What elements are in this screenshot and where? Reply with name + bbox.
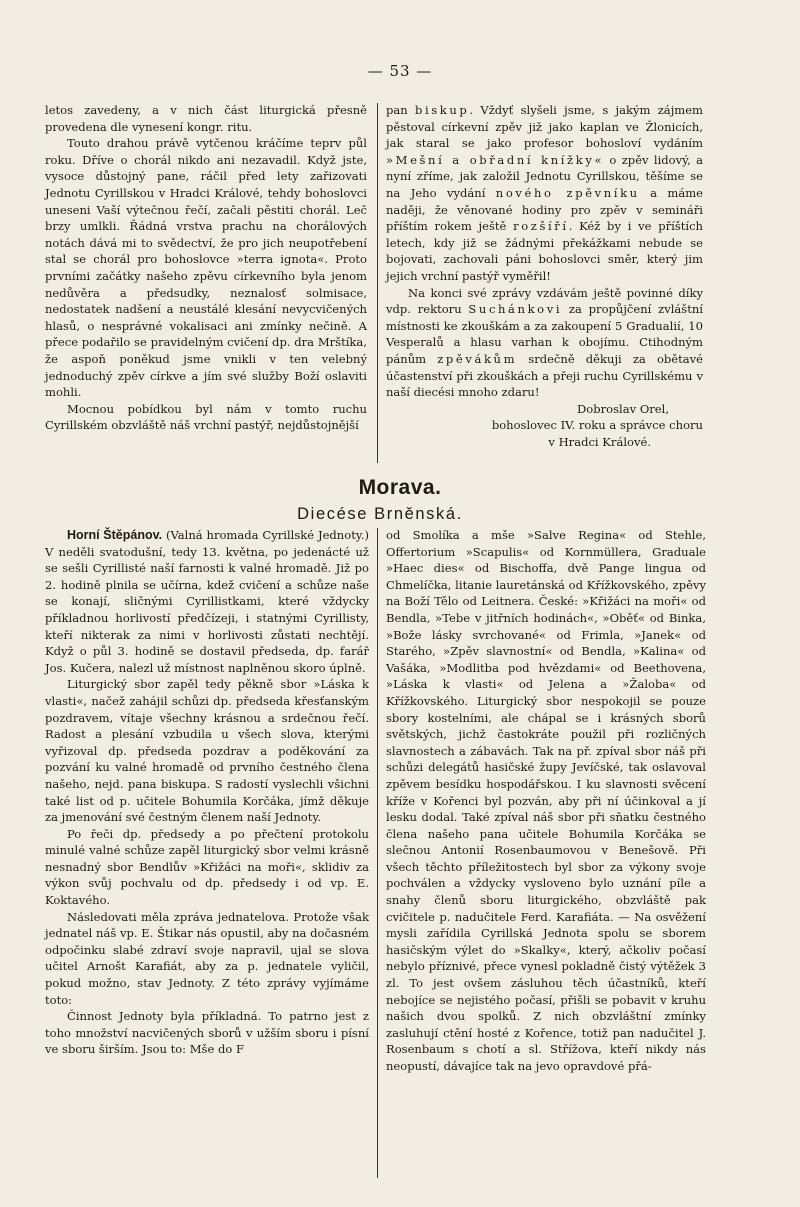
column-divider-top xyxy=(377,103,378,463)
section-subheading: Diecése Brněnská. xyxy=(297,505,463,523)
report-lead-place: Horní Štěpánov. xyxy=(67,528,163,542)
text-run: . Vždyť slyšeli jsme, s jakým zájmem pěstoval církevní zpěv již jako kaplan ve Žlonicích, jak staral se jako profesor bohosloví vydáním xyxy=(386,103,703,151)
column-left-top xyxy=(45,102,367,434)
signature-name: Dobroslav Orel, xyxy=(577,401,669,416)
text-run: Na konci své zprávy vzdávám ještě povinné díky vdp. rektoru xyxy=(386,285,703,317)
paragraph: Po řeči dp. předsedy a po přečtení protokolu minulé valné schůze zapěl liturgický sbor velmi krásně nesnadný sbor Bendlův »Křižáci na moři«, sklidiv za výkon svůj pochvalu od dp. předsedy i od vp. E. Koktavého. xyxy=(45,826,369,908)
paragraph: Touto drahou právě vytčenou kráčíme teprv půl roku. Dříve o chorál nikdo ani nezavadil. Když jste, vysoce důstojný pane, ráčil před lety zařizovati Jednotu Cyrillskou v Hradci Králové, tehdy bohoslovci uneseni Vaší výtečnou řečí, začali pěstiti chorál. Leč brzy umlkli. Řádná vrstva prachu na chorálových notách dává mi to svědectví, že pro jich neupotřebení stal se chorál pro bohoslovce »terra ignota«. Proto prvními začátky našeho zpěvu církevního byla jenom nedůvěra a předsudky, neznalosť solmisace, nedostatek nadšení a neustálé klesání nevycvičených hlasů, o nesprávné vokalisaci ani zmínky nečině. A přece podařilo se pravidelným cvičení dp. dra Mrštíka, že aspoň poněkud jsme vnikli v ten velebný jednoduchý zpěv církve a jím své služby Boží oslaviti mohli. xyxy=(45,136,367,400)
page-number: — 53 — xyxy=(367,62,433,80)
text-run: srdečně děkuji za obětavé účastenství při zkouškách a přeji ruchu Cyrillskému v naší diecési mnoho zdaru! xyxy=(386,351,703,400)
paragraph: Mocnou pobídkou byl nám v tomto ruchu Cyrillském obzvláště náš vrchní pastýř, nejdůstojnější xyxy=(45,401,367,433)
column-left-bottom xyxy=(45,527,369,1058)
spaced-emphasis: »Mešní a obřadní knížky« xyxy=(386,152,605,167)
paragraph: Činnost Jednoty byla příkladná. To patrno jest z toho množství nacvičených sborů v užším sboru i písní ve sboru širším. Jsou to: Mše do F xyxy=(45,1009,369,1057)
paragraph xyxy=(386,102,703,285)
spaced-emphasis: rozšíří xyxy=(513,219,569,234)
section-heading: Morava. xyxy=(358,476,442,499)
paragraph: od Smolíka a mše »Salve Regina« od Stehle, Offertorium »Scapulis« od Kornmüllera, Graduale »Haec dies« od Bischoffa, dvě Pange lingua od Chmelíčka, litanie lauretánská od Křížkovského, zpěvy na Boží Tělo od Leitnera. České: »Křižáci na moři« od Bendla, »Tebe v jitřních hodinách«, »Oběť« od Binka, »Bože lásky svrchované« od Frimla, »Janek« od Starého, »Zpěv slavnostní« od Bendla, »Kalina« od Vašáka, »Modlitba pod hvězdami« od Beethovena, »Láska k vlasti« od Jelena a »Žaloba« od Křížkovského. Liturgický sbor nespokojil se pouze sbory kostelními, ale chápal se i krásných sborů světských, jichž častokráte použil při rozličných slavnostech a zábavách. Tak na př. zpíval sbor náš při schůzi delegátů hasičské župy Jevíčské, tak oslavoval zpěvem besídku hospodářskou. I ku slavnosti svěcení kříže v Kořenci byl pozván, aby při ní účinkoval a jí lesku dodal. Také zpíval náš sbor při sňatku čestného člena našeho pana učitele Bohumila Korčáka se slečnou Antonií Rosenbaumovou v Benešově. Při všech těchto příležitostech byl sbor za výkony svoje pochválen a vždycky vysloveno bylo uznání píle a snahy členů sboru liturgického, obzvláště pak cvičitele p. nadučitele Ferd. Karafiáta. — Na osvěžení mysli zařídila Cyrillská Jednota spolu se sborem hasičským výlet do »Skalky«, který, ačkoliv počasí nebylo příznivé, přece vynesl pokladně čistý výtěžek 3 zl. To jest ovšem zásluhou těch účastníků, kteří nebojíce se nejistého počasí, přišli se pobavit v kruhu našich dvou spolků. Z nich obzvláštní zmínky zasluhují ctění hosté z Kořence, totiž pan nadučitel J. Rosenbaum s chotí a sl. Střížova, kteří nikdy nás neopustí, dávajíce tak na jevo opravdové přá- xyxy=(386,528,706,1073)
text-run: . Kéž by i ve příštích letech, kdy již se žádnými překážkami nebude se bojovati, zachovali páni bohoslovci směr, který jim jejich vrchní pastýř vyměřil! xyxy=(386,219,703,283)
text-run: o zpěv lidový, a nyní zříme, jak založil Jednotu Cyrillskou, těšíme se na Jeho vydání xyxy=(386,152,703,200)
signature-place: v Hradci Králové. xyxy=(548,434,651,449)
paragraph: Liturgický sbor zapěl tedy pěkně sbor »Láska k vlasti«, načež zahájil schůzi dp. předseda křesťanským pozdravem, vítaje všechny krásnou a srdečnou řečí. Radost a plesání vzbudila u všech slova, kterými vyřizoval dp. předseda pozdrav a poděkování za pozvání ku valné hromadě od prvního čestného člena našeho, nejd. pana biskupa. S radostí vyslechli všichni také list od p. učitele Bohumila Korčáka, jímž děkuje za jmenování své čestným členem naší Jednoty. xyxy=(45,677,369,825)
text-run: a máme naději, že věnované hodiny pro zpěv v semináři příštím rokem ještě xyxy=(386,185,703,234)
paragraph: letos zavedeny, a v nich část liturgická přesně provedena dle vynesení kongr. ritu. xyxy=(45,103,367,134)
text-run: za propůjčení zvláštní místnosti ke zkouškám a za zakoupení 5 Gradualií, 10 Vesperalů a hlasu varhan k obojímu. Ctihodným pánům xyxy=(386,302,703,366)
column-divider-bottom xyxy=(377,528,378,1178)
spaced-emphasis: zpěvákům xyxy=(437,351,518,366)
paragraph xyxy=(45,527,369,676)
column-right-top xyxy=(386,102,703,450)
text-run: (Valná hromada Cyrillské Jednoty.) V neděli svatodušní, tedy 13. května, po jedenácté už se sešli Cyrillisté naší farnosti k valné hromadě. Již po 2. hodině plnila se učírna, kdež cvičení a schůze naše se konají, sličnými Cyrillistkami, které vždycky příkladnou horlivostí předčízeji, i statnými Cyrillisty, kteří nikterak za nimi v horlivosti zůstati nechtějí. Když o půl 3. hodině se dostavil předseda, dp. farář Jos. Kučera, nalezl už místnost naplněnou skoro úplně. xyxy=(45,528,369,675)
spaced-emphasis: nového zpěvníku xyxy=(495,185,640,200)
spaced-emphasis: Suchánkovi xyxy=(468,302,563,317)
column-right-bottom xyxy=(386,527,706,1075)
text-run: pan xyxy=(386,103,415,117)
paragraph xyxy=(386,285,703,401)
paragraph: Následovati měla zpráva jednatelova. Protože však jednatel náš vp. E. Štikar nás opustil, aby na dočasném odpočinku slabé zdraví svoje napravil, ujal se slova učitel Arnošt Karafiát, aby za p. jednatele vyličil, pokud možno, stav Jednoty. Z této zprávy vyjímáme toto: xyxy=(45,909,369,1007)
signature-title: bohoslovec IV. roku a správce choru xyxy=(491,418,703,433)
spaced-emphasis: biskup xyxy=(414,103,470,117)
